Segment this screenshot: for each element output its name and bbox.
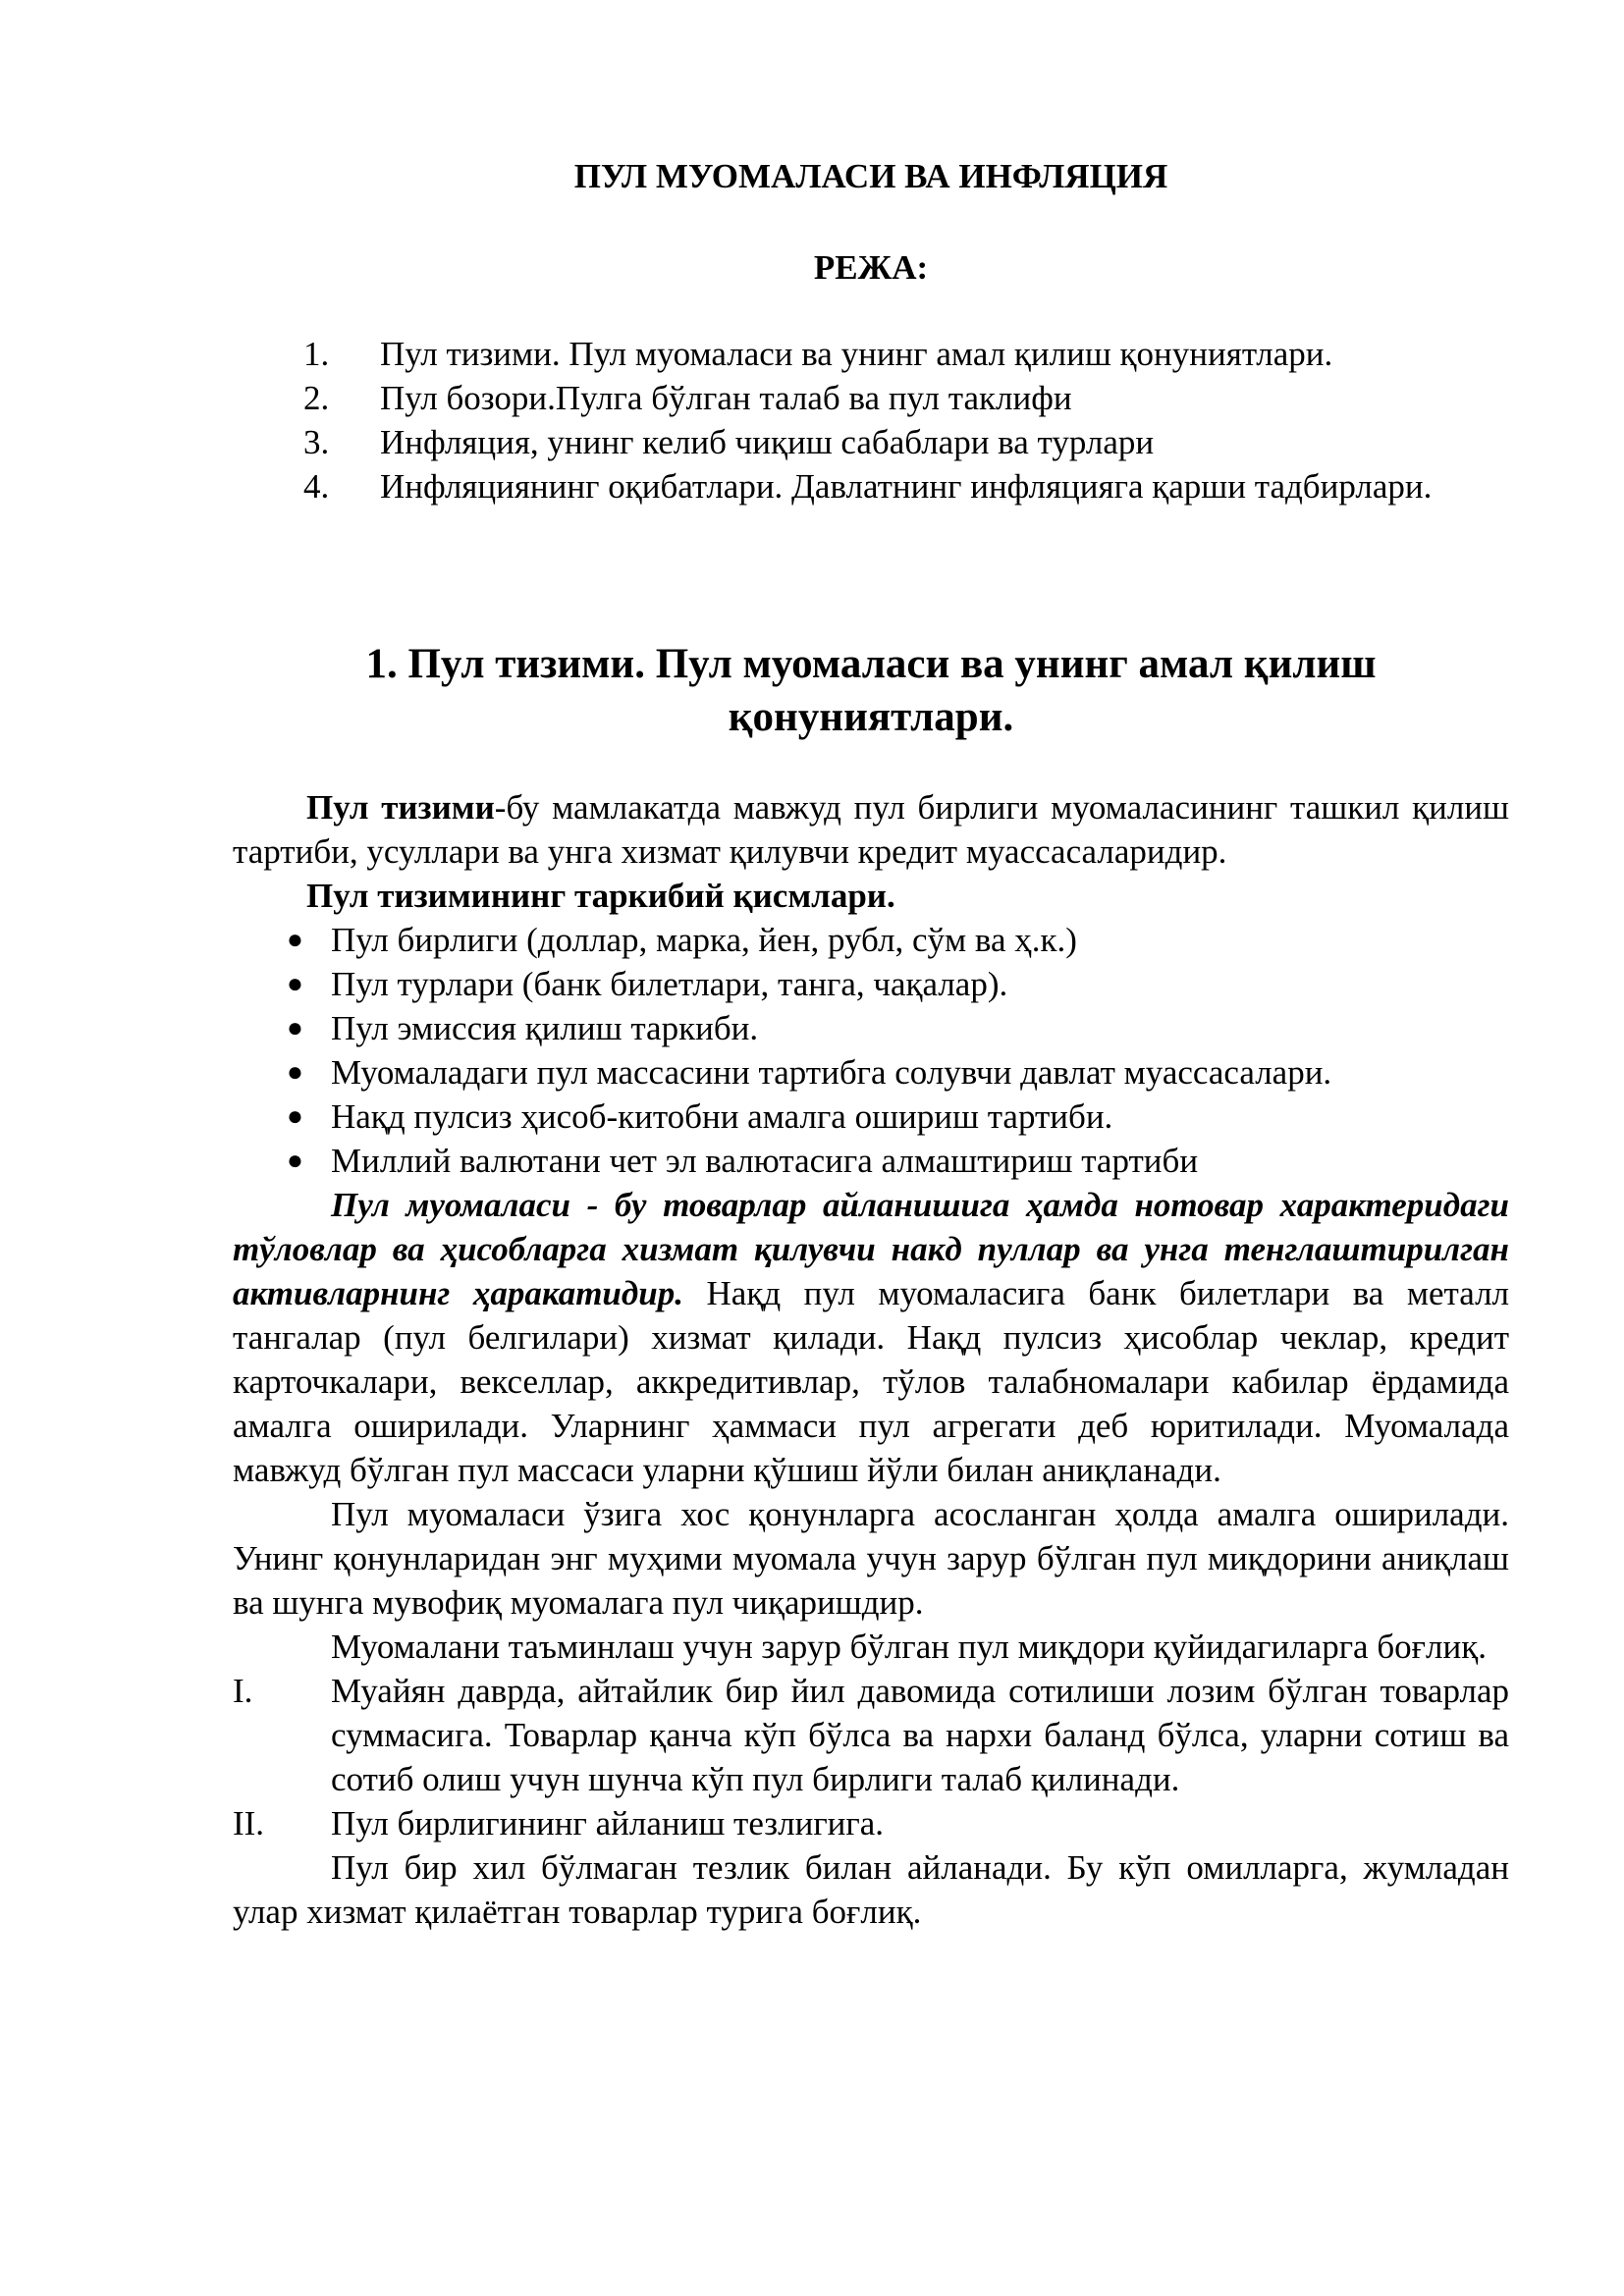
laws-paragraph: Пул муомаласи ўзига хос қонунларга асосланган ҳолда амалга оширилади. Унинг қонунларидан энг муҳими муомала учун зарур бўлган пул миқдорини аниқлаш ва шунга мувофиқ муомалага пул чиқаришдир. bbox=[233, 1495, 1509, 1622]
plan-item-number: 3. bbox=[303, 423, 330, 461]
definition-paragraph bbox=[233, 785, 1509, 874]
list-item bbox=[233, 918, 1509, 962]
document-title: ПУЛ МУОМАЛАСИ ВА ИНФЛЯЦИЯ bbox=[573, 157, 1168, 195]
plan-item bbox=[233, 376, 1509, 420]
list-item-number: I. bbox=[233, 1672, 253, 1710]
bullet-icon: ● bbox=[287, 969, 303, 999]
section-heading-line: қонуниятлари. bbox=[728, 694, 1014, 740]
speed-paragraph: Пул бир хил бўлмаган тезлик билан айланади. Бу кўп омилларга, жумладан улар хизмат қилаётган товарлар турига боғлиқ. bbox=[233, 1848, 1509, 1931]
circulation-text: Нақд пул муомаласига банк билетлари ва металл тангалар (пул белгилари) хизмат қилади. Нақд пулсиз ҳисоблар чеклар, кредит карточкалари, векселлар, аккредитивлар, тўлов талабномалари кабилар ёрдамида амалга оширилади. Уларнинг ҳаммаси пул агрегати деб юритилади. Муомалада мавжуд бўлган пул массаси уларни қўшиш йўли билан аниқланади. bbox=[233, 1274, 1509, 1489]
plan-item-number: 2. bbox=[303, 379, 330, 417]
list-item-text: Пул эмиссия қилиш таркиби. bbox=[331, 1009, 759, 1047]
list-item-text: Пул турлари (банк билетлари, танга, чақалар). bbox=[331, 965, 1008, 1003]
list-item bbox=[233, 1006, 1509, 1050]
plan-item-text: Пул тизими. Пул муомаласи ва унинг амал қилиш қонуниятлари. bbox=[380, 335, 1333, 373]
circulation-definition: Пул муомаласи - бу товарлар айланишига ҳамда нотовар характеридаги тўловлар ва ҳисобларга хизмат қилувчи накд пуллар ва унга тенглаштирилган активларнинг ҳаракатидир. bbox=[233, 1186, 1509, 1312]
list-item-text: Пул бирлигининг айланиш тезлигига. bbox=[331, 1804, 885, 1842]
plan-list bbox=[233, 332, 1509, 508]
bullet-icon: ● bbox=[287, 1057, 303, 1088]
factors-list bbox=[233, 1669, 1509, 1845]
list-item-text: Миллий валютани чет эл валютасига алмаштириш тартиби bbox=[331, 1142, 1199, 1180]
list-item-text: Нақд пулсиз ҳисоб-китобни амалга ошириш тартиби. bbox=[331, 1097, 1113, 1136]
list-item bbox=[233, 1095, 1509, 1139]
list-item bbox=[233, 1801, 1509, 1845]
list-item bbox=[233, 962, 1509, 1006]
circulation-paragraph bbox=[233, 1183, 1509, 1492]
list-item-text: Пул бирлиги (доллар, марка, йен, рубл, сўм ва ҳ.к.) bbox=[331, 921, 1077, 959]
definition-text: -бу мамлакатда мавжуд пул бирлиги муомаласининг ташкил қилиш тартиби, усуллари ва унга хизмат қилувчи кредит муассасаларидир. bbox=[233, 788, 1509, 871]
plan-item-number: 4. bbox=[303, 467, 330, 506]
plan-item bbox=[233, 332, 1509, 376]
bullet-icon: ● bbox=[287, 925, 303, 955]
list-item bbox=[233, 1139, 1509, 1183]
components-heading: Пул тизимининг таркибий қисмлари. bbox=[306, 877, 895, 915]
plan-item-text: Инфляция, унинг келиб чиқиш сабаблари ва турлари bbox=[380, 423, 1155, 461]
plan-item-number: 1. bbox=[303, 335, 330, 373]
list-item-number: II. bbox=[233, 1804, 265, 1842]
section-heading-line: 1. Пул тизими. Пул муомаласи ва унинг амал қилиш bbox=[365, 641, 1377, 687]
plan-item-text: Пул бозори.Пулга бўлган талаб ва пул таклифи bbox=[380, 379, 1072, 417]
plan-heading: РЕЖА: bbox=[813, 248, 929, 287]
section-heading bbox=[233, 638, 1509, 744]
definition-term: Пул тизими bbox=[306, 788, 495, 827]
list-item bbox=[233, 1669, 1509, 1801]
bullet-icon: ● bbox=[287, 1101, 303, 1132]
list-item-text: Муомаладаги пул массасини тартибга солувчи давлат муассасалари. bbox=[331, 1053, 1332, 1092]
bullet-icon: ● bbox=[287, 1146, 303, 1176]
depends-paragraph: Муомалани таъминлаш учун зарур бўлган пул миқдори қуйидагиларга боғлиқ. bbox=[331, 1628, 1487, 1666]
section-body bbox=[233, 785, 1509, 1934]
list-item bbox=[233, 1050, 1509, 1095]
plan-item bbox=[233, 464, 1509, 508]
plan-item-text: Инфляциянинг оқибатлари. Давлатнинг инфляцияга қарши тадбирлари. bbox=[380, 467, 1433, 506]
plan-item bbox=[233, 420, 1509, 464]
bullet-icon: ● bbox=[287, 1013, 303, 1043]
list-item-text: Муайян даврда, айтайлик бир йил давомида сотилиши лозим бўлган товарлар суммасига. Товарлар қанча кўп бўлса ва нархи баланд бўлса, уларни сотиш ва сотиб олиш учун шунча кўп пул бирлиги талаб қилинади. bbox=[331, 1672, 1509, 1798]
components-list bbox=[233, 918, 1509, 1183]
